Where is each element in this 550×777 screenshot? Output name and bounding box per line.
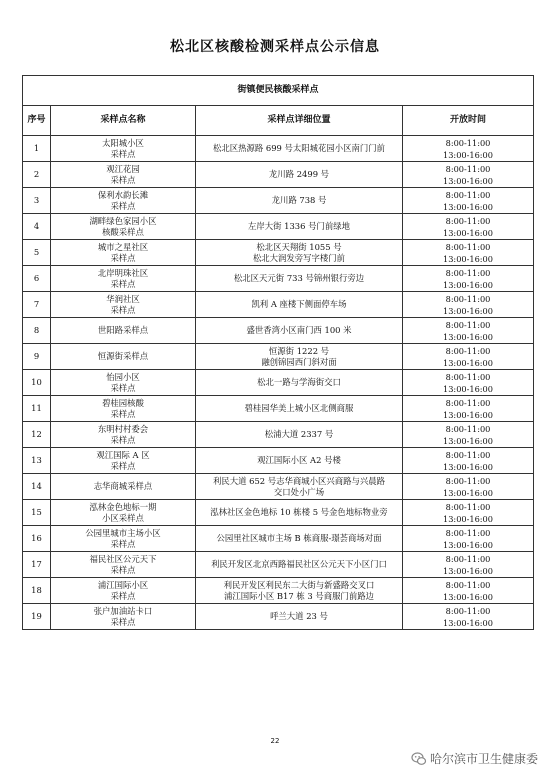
- cell-no: [23, 474, 51, 500]
- cell-no: [23, 240, 51, 266]
- table-row: [23, 214, 534, 240]
- cell-hours-line: 8:00-11:00: [445, 241, 491, 252]
- cell-address-line: 松北区天翔街 1055 号: [256, 241, 342, 252]
- cell-hours: [403, 240, 534, 266]
- cell-site-name: [51, 318, 196, 344]
- cell-site-name: [51, 552, 196, 578]
- cell-no-line: 12: [31, 429, 42, 439]
- cell-no-line: 15: [31, 507, 42, 517]
- cell-no: [23, 214, 51, 240]
- cell-hours-line: 8:00-11:00: [445, 371, 491, 382]
- cell-site-name-line: 华润社区: [106, 293, 140, 304]
- cell-site-name: [51, 214, 196, 240]
- cell-site-name: [51, 604, 196, 630]
- cell-site-name-line: 采样点: [110, 564, 136, 575]
- cell-hours-line: 13:00-16:00: [443, 565, 493, 576]
- cell-site-name-line: 采样点: [110, 174, 136, 185]
- cell-no: [23, 188, 51, 214]
- table-row: [23, 604, 534, 630]
- page-number: 22: [270, 737, 280, 745]
- cell-address-line: 利民大道 652 号志华商城小区兴商路与兴晨路: [212, 475, 386, 486]
- cell-hours-line: 8:00-11:00: [445, 163, 491, 174]
- cell-hours-line: 8:00-11:00: [445, 189, 491, 200]
- cell-site-name: [51, 240, 196, 266]
- cell-no-line: 7: [33, 299, 40, 309]
- cell-hours-line: 8:00-11:00: [445, 267, 491, 278]
- cell-site-name: [51, 370, 196, 396]
- cell-address: [196, 552, 403, 578]
- cell-no-line: 2: [33, 169, 40, 179]
- cell-address: [196, 162, 403, 188]
- cell-site-name-line: 采样点: [110, 200, 136, 211]
- cell-no: [23, 448, 51, 474]
- cell-no-line: 11: [31, 403, 42, 413]
- cell-hours-line: 13:00-16:00: [443, 357, 493, 368]
- header-hours: 开放时间: [403, 106, 534, 136]
- cell-hours-line: 8:00-11:00: [445, 553, 491, 564]
- cell-address: [196, 136, 403, 162]
- cell-no: [23, 266, 51, 292]
- cell-address: [196, 318, 403, 344]
- cell-address: [196, 396, 403, 422]
- table-row: [23, 526, 534, 552]
- cell-hours-line: 13:00-16:00: [443, 409, 493, 420]
- cell-hours-line: 13:00-16:00: [443, 487, 493, 498]
- cell-no: [23, 292, 51, 318]
- cell-hours-line: 8:00-11:00: [445, 397, 491, 408]
- cell-site-name: [51, 344, 196, 370]
- cell-no: [23, 500, 51, 526]
- cell-hours: [403, 162, 534, 188]
- cell-hours: [403, 552, 534, 578]
- cell-address-line: 凯利 A 座楼下侧面停车场: [251, 299, 347, 309]
- cell-address-line: 松北区热源路 699 号太阳城花园小区南门门前: [212, 143, 386, 153]
- cell-no-line: 1: [33, 143, 40, 153]
- cell-no: [23, 162, 51, 188]
- cell-hours-line: 8:00-11:00: [445, 293, 491, 304]
- cell-site-name: [51, 448, 196, 474]
- cell-hours-line: 13:00-16:00: [443, 201, 493, 212]
- cell-address-line: 利民开发区利民东二大街与新盛路交叉口: [223, 579, 375, 590]
- cell-address: [196, 422, 403, 448]
- cell-address: [196, 578, 403, 604]
- cell-site-name-line: 湖畔绿色家园小区: [89, 215, 157, 226]
- cell-site-name: [51, 266, 196, 292]
- cell-address: [196, 266, 403, 292]
- cell-address-line: 龙川路 2499 号: [268, 169, 330, 179]
- cell-site-name-line: 采样点: [110, 278, 136, 289]
- cell-site-name-line: 北岸明珠社区: [97, 267, 149, 278]
- cell-hours: [403, 292, 534, 318]
- cell-hours-line: 8:00-11:00: [445, 501, 491, 512]
- cell-hours-line: 13:00-16:00: [443, 461, 493, 472]
- table-row: [23, 136, 534, 162]
- cell-site-name-line: 怡园小区: [106, 371, 140, 382]
- table-banner-row: [23, 76, 534, 106]
- table-row: [23, 422, 534, 448]
- wechat-bubble-icon: [411, 751, 427, 767]
- cell-hours: [403, 344, 534, 370]
- cell-address-line: 盛世香湾小区南门西 100 米: [246, 325, 352, 335]
- cell-no-line: 18: [31, 585, 42, 595]
- cell-hours-line: 13:00-16:00: [443, 149, 493, 160]
- table-row: [23, 552, 534, 578]
- cell-address: [196, 344, 403, 370]
- cell-hours-line: 13:00-16:00: [443, 227, 493, 238]
- cell-address-line: 融创锦园西门斜对面: [261, 356, 337, 367]
- cell-hours-line: 13:00-16:00: [443, 617, 493, 628]
- cell-no-line: 8: [33, 325, 40, 335]
- cell-address: [196, 500, 403, 526]
- cell-address: [196, 604, 403, 630]
- cell-site-name-line: 采样点: [110, 434, 136, 445]
- cell-hours-line: 8:00-11:00: [445, 319, 491, 330]
- cell-no-line: 14: [31, 481, 42, 491]
- cell-hours-line: 13:00-16:00: [443, 383, 493, 394]
- header-name: 采样点名称: [51, 106, 196, 136]
- cell-site-name: [51, 396, 196, 422]
- cell-site-name-line: 东明村村委会: [97, 423, 149, 434]
- cell-site-name-line: 张户加油站卡口: [93, 605, 153, 616]
- cell-address: [196, 188, 403, 214]
- table-header-row: [23, 106, 534, 136]
- cell-address-line: 松北大润发旁写字楼门前: [252, 252, 346, 263]
- cell-address: [196, 292, 403, 318]
- cell-address-line: 松北区天元街 733 号锦州银行旁边: [233, 273, 365, 283]
- header-no: 序号: [23, 106, 51, 136]
- cell-no-line: 19: [31, 611, 42, 621]
- cell-hours: [403, 396, 534, 422]
- cell-no: [23, 526, 51, 552]
- cell-hours-line: 8:00-11:00: [445, 215, 491, 226]
- cell-site-name-line: 采样点: [110, 382, 136, 393]
- cell-hours-line: 13:00-16:00: [443, 435, 493, 446]
- cell-hours-line: 8:00-11:00: [445, 605, 491, 616]
- cell-hours: [403, 266, 534, 292]
- cell-hours: [403, 500, 534, 526]
- cell-site-name: [51, 136, 196, 162]
- cell-address-line: 龙川路 738 号: [271, 195, 327, 205]
- cell-site-name-line: 小区采样点: [102, 512, 144, 523]
- table-row: [23, 240, 534, 266]
- cell-no: [23, 578, 51, 604]
- cell-address-line: 左岸大街 1336 号门前绿地: [247, 221, 350, 231]
- cell-address-line: 浦江国际小区 B17 栋 3 号商服门前路边: [223, 590, 375, 601]
- cell-no-line: 10: [31, 377, 42, 387]
- cell-no: [23, 318, 51, 344]
- cell-no: [23, 422, 51, 448]
- cell-hours-line: 8:00-11:00: [445, 423, 491, 434]
- cell-site-name-line: 核酸采样点: [102, 226, 144, 237]
- cell-no-line: 17: [31, 559, 42, 569]
- cell-hours-line: 8:00-11:00: [445, 527, 491, 538]
- cell-site-name-line: 志华商城采样点: [93, 481, 153, 491]
- cell-hours: [403, 318, 534, 344]
- cell-no-line: 6: [33, 273, 40, 283]
- cell-site-name-line: 公园里城市主场小区: [85, 527, 161, 538]
- cell-address-line: 交口处小广场: [273, 486, 325, 497]
- cell-hours-line: 8:00-11:00: [445, 345, 491, 356]
- cell-address-line: 松北一路与学海街交口: [257, 377, 341, 387]
- cell-site-name-line: 泓林金色地标一期: [89, 501, 157, 512]
- cell-no-line: 13: [31, 455, 42, 465]
- cell-site-name: [51, 526, 196, 552]
- cell-site-name-line: 太阳城小区: [102, 137, 144, 148]
- table-row: [23, 188, 534, 214]
- header-address: 采样点详细位置: [196, 106, 403, 136]
- cell-hours-line: 8:00-11:00: [445, 449, 491, 460]
- cell-hours-line: 13:00-16:00: [443, 513, 493, 524]
- cell-address: [196, 370, 403, 396]
- cell-site-name-line: 采样点: [110, 616, 136, 627]
- cell-address-line: 碧桂园华美上城小区北侧商服: [244, 403, 354, 413]
- table-row: [23, 474, 534, 500]
- cell-address-line: 呼兰大道 23 号: [270, 611, 328, 621]
- cell-address-line: 利民开发区北京西路福民社区公元天下小区门口: [211, 559, 387, 569]
- source-watermark: [411, 750, 538, 767]
- sampling-sites-table: [22, 75, 534, 630]
- cell-hours-line: 13:00-16:00: [443, 539, 493, 550]
- cell-no-line: 4: [33, 221, 40, 231]
- cell-hours: [403, 214, 534, 240]
- cell-site-name-line: 采样点: [110, 304, 136, 315]
- cell-site-name-line: 采样点: [110, 538, 136, 549]
- cell-site-name-line: 保利水韵长滩: [97, 189, 149, 200]
- cell-no: [23, 370, 51, 396]
- cell-site-name-line: 采样点: [110, 408, 136, 419]
- cell-site-name-line: 恒源街采样点: [97, 351, 149, 361]
- table-row: [23, 396, 534, 422]
- cell-site-name: [51, 500, 196, 526]
- cell-hours: [403, 526, 534, 552]
- cell-address: [196, 214, 403, 240]
- cell-hours: [403, 370, 534, 396]
- cell-hours: [403, 604, 534, 630]
- table-row: [23, 292, 534, 318]
- section-title: 街镇便民核酸采样点: [23, 76, 534, 106]
- cell-hours: [403, 474, 534, 500]
- cell-site-name: [51, 292, 196, 318]
- cell-site-name-line: 采样点: [110, 148, 136, 159]
- cell-address: [196, 474, 403, 500]
- cell-address-line: 公园里社区城市主场 B 栋商服-璟荟商场对面: [216, 533, 382, 543]
- cell-no: [23, 604, 51, 630]
- cell-hours-line: 13:00-16:00: [443, 279, 493, 290]
- table-row: [23, 266, 534, 292]
- cell-hours-line: 13:00-16:00: [443, 175, 493, 186]
- cell-address: [196, 526, 403, 552]
- cell-site-name-line: 碧桂园核酸: [102, 397, 144, 408]
- cell-address-line: 泓林社区金色地标 10 栋楼 5 号金色地标物业旁: [210, 507, 388, 517]
- cell-site-name: [51, 162, 196, 188]
- cell-no-line: 3: [33, 195, 40, 205]
- cell-address-line: 松浦大道 2337 号: [264, 429, 334, 439]
- table-row: [23, 578, 534, 604]
- cell-site-name-line: 福民社区公元天下: [89, 553, 157, 564]
- cell-site-name-line: 采样点: [110, 590, 136, 601]
- cell-hours-line: 8:00-11:00: [445, 137, 491, 148]
- cell-no-line: 16: [31, 533, 42, 543]
- cell-hours: [403, 448, 534, 474]
- cell-site-name: [51, 422, 196, 448]
- cell-hours: [403, 422, 534, 448]
- cell-address: [196, 240, 403, 266]
- cell-hours-line: 13:00-16:00: [443, 331, 493, 342]
- cell-no-line: 5: [33, 247, 40, 257]
- cell-no: [23, 136, 51, 162]
- cell-hours-line: 13:00-16:00: [443, 253, 493, 264]
- cell-site-name-line: 观江花园: [106, 163, 140, 174]
- cell-no-line: 9: [33, 351, 40, 361]
- cell-no: [23, 552, 51, 578]
- table-row: [23, 500, 534, 526]
- cell-site-name-line: 城市之星社区: [97, 241, 149, 252]
- cell-site-name-line: 观江国际 A 区: [96, 449, 150, 460]
- cell-site-name: [51, 578, 196, 604]
- cell-no: [23, 396, 51, 422]
- table-row: [23, 162, 534, 188]
- cell-site-name-line: 世阳路采样点: [97, 325, 149, 335]
- cell-hours-line: 8:00-11:00: [445, 475, 491, 486]
- cell-hours-line: 8:00-11:00: [445, 579, 491, 590]
- cell-no: [23, 344, 51, 370]
- cell-address-line: 恒源街 1222 号: [268, 345, 330, 356]
- cell-hours-line: 13:00-16:00: [443, 305, 493, 316]
- cell-site-name: [51, 474, 196, 500]
- cell-address-line: 观江国际小区 A2 号楼: [257, 455, 341, 465]
- cell-site-name-line: 浦江国际小区: [97, 579, 149, 590]
- cell-hours-line: 13:00-16:00: [443, 591, 493, 602]
- page-title: 松北区核酸检测采样点公示信息: [170, 39, 380, 55]
- table-row: [23, 318, 534, 344]
- cell-hours: [403, 578, 534, 604]
- table-row: [23, 344, 534, 370]
- cell-site-name: [51, 188, 196, 214]
- cell-address: [196, 448, 403, 474]
- table-row: [23, 370, 534, 396]
- cell-hours: [403, 188, 534, 214]
- table-row: [23, 448, 534, 474]
- cell-site-name-line: 采样点: [110, 252, 136, 263]
- cell-site-name-line: 采样点: [110, 460, 136, 471]
- watermark-text: 哈尔滨市卫生健康委: [429, 752, 538, 766]
- cell-hours: [403, 136, 534, 162]
